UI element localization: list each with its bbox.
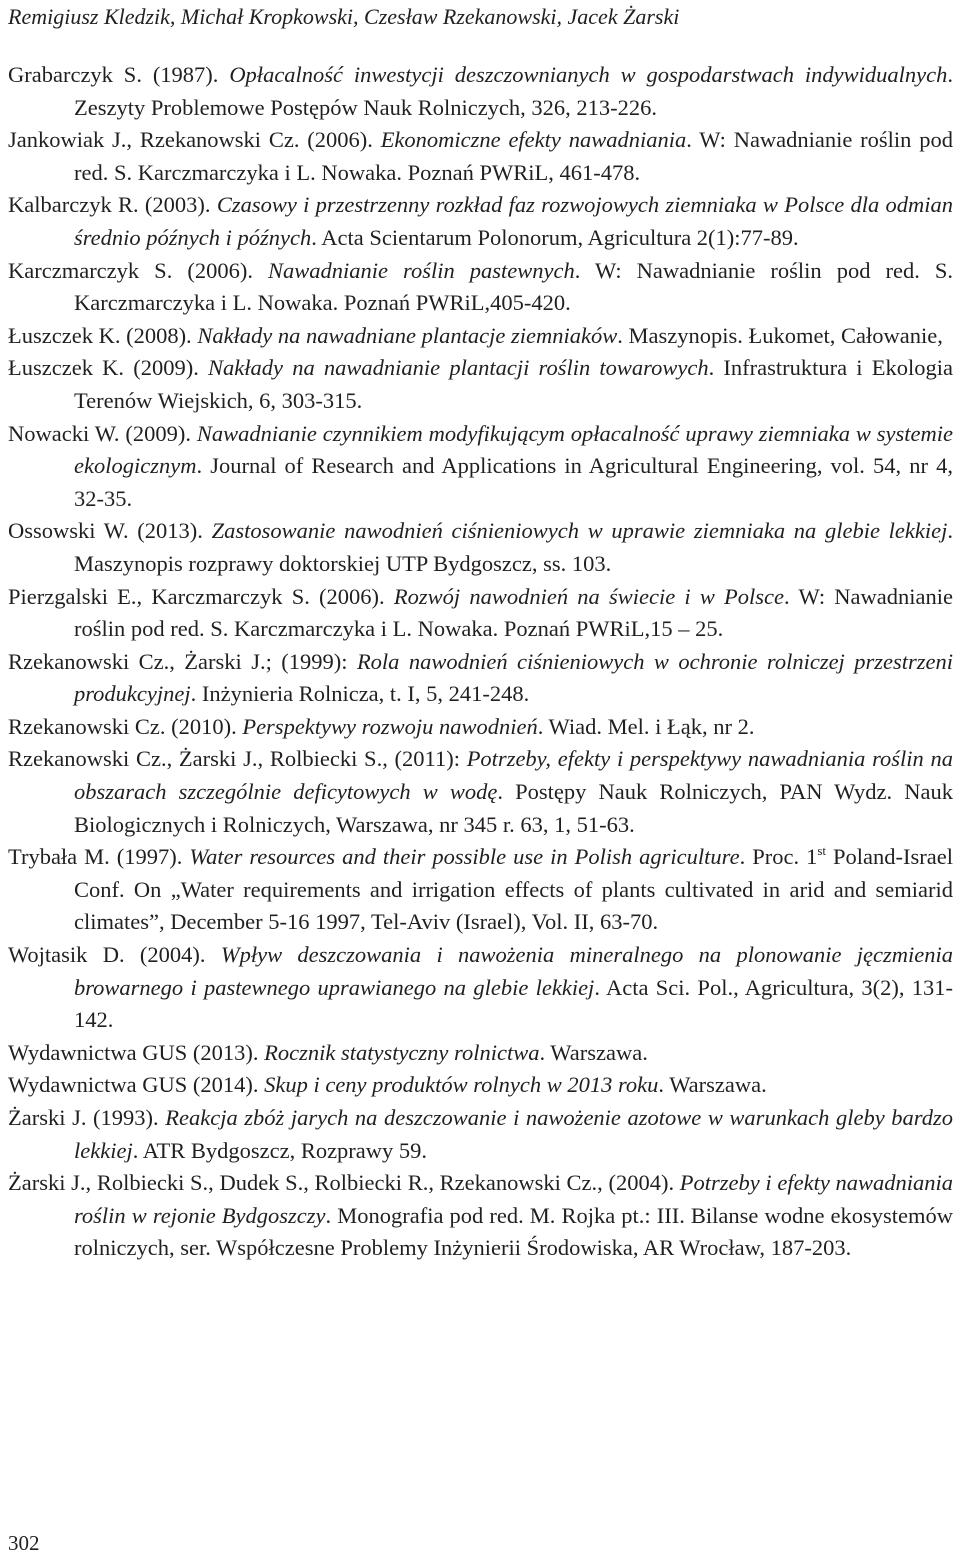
- reference-item: [8, 418, 953, 516]
- reference-source: . Acta Scientarum Polonorum, Agricultura 2(1):77-89.: [311, 224, 799, 250]
- reference-source-continued: Poland-Israel Conf. On „Water requirements and irrigation effects of plants cultivated in arid and semiarid climates”, December 5-16 1997, Tel-Aviv (Israel), Vol. II, 63-70.: [74, 844, 953, 935]
- reference-item: [8, 1069, 953, 1102]
- reference-source: . W: Nawadnianie roślin pod red. S. Karczmarczyka i L. Nowaka. Poznań PWRiL,15 – 25.: [74, 583, 953, 642]
- reference-title: Rozwój nawodnień na świecie i w Polsce: [393, 583, 785, 609]
- reference-item: [8, 1102, 953, 1167]
- reference-item: [8, 581, 953, 646]
- reference-title: Nawadnianie czynnikiem modyfikującym opłacalność uprawy ziemniaka w systemie ekologicznym: [74, 420, 953, 479]
- reference-source: . Acta Sci. Pol., Agricultura, 3(2), 131-142.: [74, 974, 953, 1033]
- reference-title: Opłacalność inwestycji deszczownianych w gospodarstwach indywidualnych: [229, 62, 948, 87]
- reference-item: [8, 189, 953, 254]
- reference-title: Potrzeby, efekty i perspektywy nawadniania roślin na obszarach szczególnie deficytowych w wodę: [74, 746, 953, 805]
- reference-authors: Grabarczyk S. (1987).: [8, 62, 230, 87]
- reference-source: . W: Nawadnianie roślin pod red. S. Karczmarczyka i L. Nowaka. Poznań PWRiL, 461-478.: [74, 127, 953, 185]
- reference-authors: Pierzgalski E., Karczmarczyk S. (2006).: [8, 583, 394, 609]
- reference-authors: Rzekanowski Cz., Żarski J., Rolbiecki S., (2011):: [8, 746, 467, 772]
- reference-source: . Warszawa.: [658, 1072, 767, 1098]
- reference-authors: Rzekanowski Cz. (2010).: [8, 713, 243, 739]
- reference-authors: Żarski J. (1993).: [8, 1105, 166, 1130]
- reference-title: Perspektywy rozwoju nawodnień: [242, 713, 538, 739]
- reference-authors: Wydawnictwa GUS (2014).: [8, 1072, 265, 1098]
- reference-item: [8, 59, 953, 124]
- reference-item: [8, 515, 953, 580]
- reference-authors: Łuszczek K. (2009).: [8, 355, 209, 381]
- reference-source: . ATR Bydgoszcz, Rozprawy 59.: [132, 1137, 428, 1163]
- reference-source: . Postępy Nauk Rolniczych, PAN Wydz. Nauk Biologicznych i Rolniczych, Warszawa, nr 345 r. 63, 1, 51-63.: [74, 779, 954, 837]
- reference-source: . Warszawa.: [539, 1039, 648, 1065]
- reference-item: [8, 711, 953, 744]
- reference-authors: Nowacki W. (2009).: [8, 420, 197, 446]
- reference-title: Nawadnianie roślin pastewnych: [268, 257, 575, 283]
- reference-source: . Infrastruktura i Ekologia Terenów Wiejskich, 6, 303-315.: [74, 355, 953, 413]
- reference-item: [8, 352, 953, 417]
- reference-title: Zastosowanie nawodnień ciśnieniowych w uprawie ziemniaka na glebie lekkiej: [211, 518, 948, 544]
- reference-title: Czasowy i przestrzenny rozkład faz rozwojowych ziemniaka w Polsce dla odmian średnio późnych i późnych: [74, 192, 954, 250]
- reference-title: Water resources and their possible use in Polish agriculture: [189, 844, 740, 870]
- reference-source: . Maszynopis rozprawy doktorskiej UTP Bydgoszcz, ss. 103.: [74, 518, 953, 576]
- reference-source: . Proc. 1: [739, 844, 818, 870]
- reference-authors: Wydawnictwa GUS (2013).: [8, 1039, 265, 1065]
- reference-title: Nakłady na nawadniane plantacje ziemniaków: [197, 322, 618, 348]
- reference-item: [8, 939, 953, 1037]
- page-number: 302: [8, 1531, 40, 1555]
- reference-title: Potrzeby i efekty nawadniania roślin w rejonie Bydgoszczy: [74, 1170, 953, 1228]
- reference-source: . Journal of Research and Applications in Agricultural Engineering, vol. 54, nr 4, 32-35.: [74, 453, 953, 511]
- reference-source: . Wiad. Mel. i Łąk, nr 2.: [537, 713, 755, 739]
- reference-authors: Ossowski W. (2013).: [8, 518, 212, 544]
- reference-authors: Wojtasik D. (2004).: [8, 942, 221, 968]
- reference-list: [8, 59, 953, 1265]
- reference-authors: Karczmarczyk S. (2006).: [8, 257, 269, 283]
- reference-item: [8, 320, 953, 353]
- reference-source: . W: Nawadnianie roślin pod red. S. Karczmarczyka i L. Nowaka. Poznań PWRiL,405-420.: [74, 257, 954, 316]
- reference-source: . Monografia pod red. M. Rojka pt.: III. Bilanse wodne ekosystemów rolniczych, ser. Współczesne Problemy Inżynierii Środowiska, AR Wrocław, 187-203.: [74, 1202, 954, 1261]
- reference-item: [8, 1037, 953, 1070]
- reference-authors: Kalbarczyk R. (2003).: [8, 192, 217, 218]
- reference-title: Reakcja zbóż jarych na deszczowanie i nawożenie azotowe w warunkach gleby bardzo lekkiej: [74, 1105, 953, 1163]
- reference-authors: Żarski J., Rolbiecki S., Dudek S., Rolbiecki R., Rzekanowski Cz., (2004).: [8, 1170, 680, 1196]
- reference-authors: Łuszczek K. (2008).: [8, 322, 198, 348]
- reference-title: Rocznik statystyczny rolnictwa: [264, 1039, 540, 1065]
- reference-source: . Inżynieria Rolnicza, t. I, 5, 241-248.: [190, 681, 530, 707]
- reference-item: [8, 743, 953, 841]
- reference-item: [8, 255, 953, 320]
- reference-authors: Trybała M. (1997).: [8, 844, 190, 870]
- reference-item: [8, 646, 953, 711]
- reference-title: Ekonomiczne efekty nawadniania: [380, 127, 687, 153]
- reference-authors: Rzekanowski Cz., Żarski J.; (1999):: [8, 648, 357, 674]
- reference-title: Rola nawodnień ciśnieniowych w ochronie rolniczej przestrzeni produkcyjnej: [74, 648, 953, 707]
- reference-source: . Maszynopis. Łukomet, Całowanie,: [617, 322, 943, 348]
- reference-title: Skup i ceny produktów rolnych w 2013 roku: [264, 1072, 659, 1098]
- reference-item: [8, 124, 953, 189]
- reference-title: Wpływ deszczowania i nawożenia mineralnego na plonowanie jęczmienia browarnego i pastewnego uprawianego na glebie lekkiej: [74, 942, 953, 1000]
- reference-authors: Jankowiak J., Rzekanowski Cz. (2006).: [8, 127, 381, 153]
- ordinal-superscript: st: [817, 843, 827, 859]
- running-head: Remigiusz Kledzik, Michał Kropkowski, Czesław Rzekanowski, Jacek Żarski: [8, 4, 680, 29]
- reference-item: [8, 841, 953, 939]
- reference-source: . Zeszyty Problemowe Postępów Nauk Rolniczych, 326, 213-226.: [74, 62, 953, 120]
- reference-title: Nakłady na nawadnianie plantacji roślin towarowych: [208, 355, 709, 381]
- reference-item: [8, 1167, 953, 1265]
